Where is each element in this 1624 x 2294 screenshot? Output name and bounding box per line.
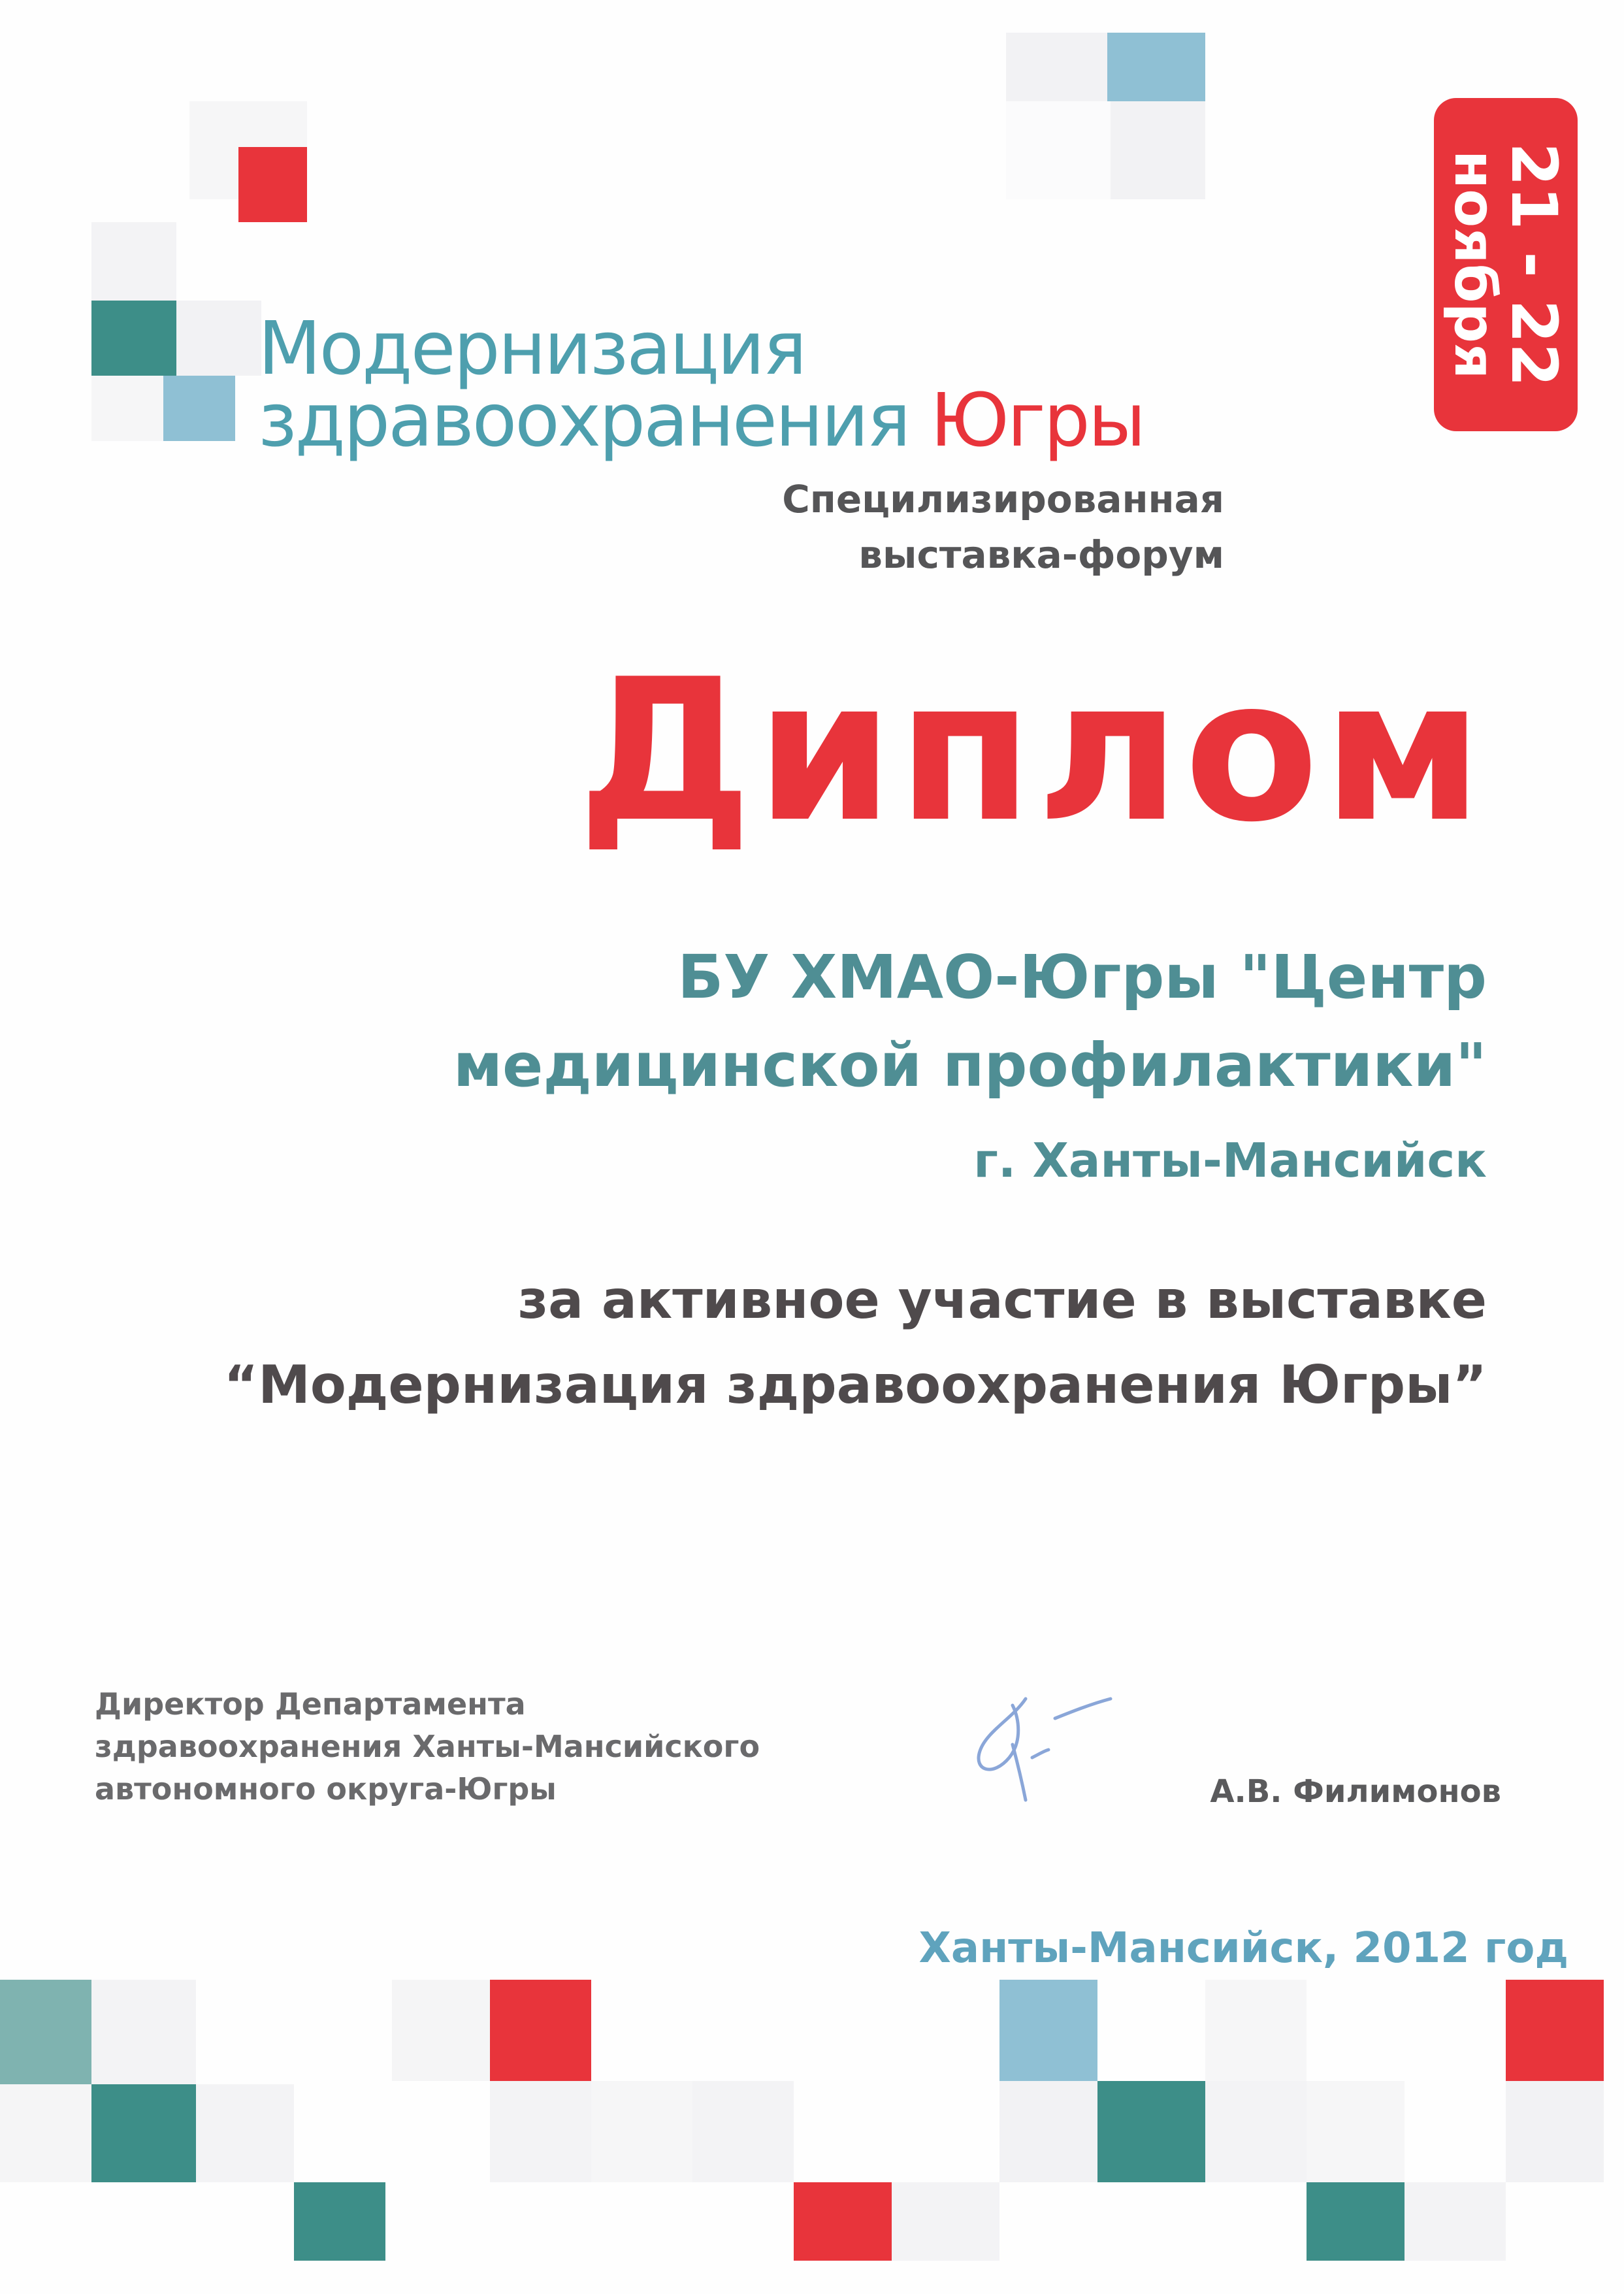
recipient-line1: БУ ХМАО-Югры "Центр [677,942,1487,1012]
date-badge [1434,98,1578,431]
exhibition-title-main: здравоохранения [258,378,909,463]
recipient-line2: медицинской профилактики" [453,1030,1487,1100]
exhibition-title-line1: Модернизация [258,306,805,391]
exhibition-subtitle-line2: выставка-форум [858,533,1224,577]
signatory-name: А.В. Филимонов [1210,1773,1501,1810]
signatory-position-line2: здравоохранения Ханты-Мансийского [95,1729,760,1764]
award-reason-line1: за активное участие в выставке [517,1270,1487,1330]
date-days: 21 - 22 [1497,142,1570,387]
handwritten-signature [941,1679,1130,1810]
exhibition-title-line2 [258,378,1145,463]
diploma-title: Диплом [577,637,1487,865]
exhibition-subtitle-line1: Специлизированная [782,477,1224,521]
award-reason-line2: “Модернизация здравоохранения Югры” [223,1354,1487,1415]
exhibition-title-accent: Югры [930,378,1145,463]
date-badge-text [1442,98,1570,431]
place-and-year: Ханты-Мансийск, 2012 год [918,1924,1568,1973]
date-month: ноября [1442,150,1507,380]
recipient-city: г. Ханты-Мансийск [973,1133,1487,1188]
signatory-position-line1: Директор Департамента [95,1686,526,1722]
signatory-position-line3: автономного округа-Югры [95,1771,557,1807]
